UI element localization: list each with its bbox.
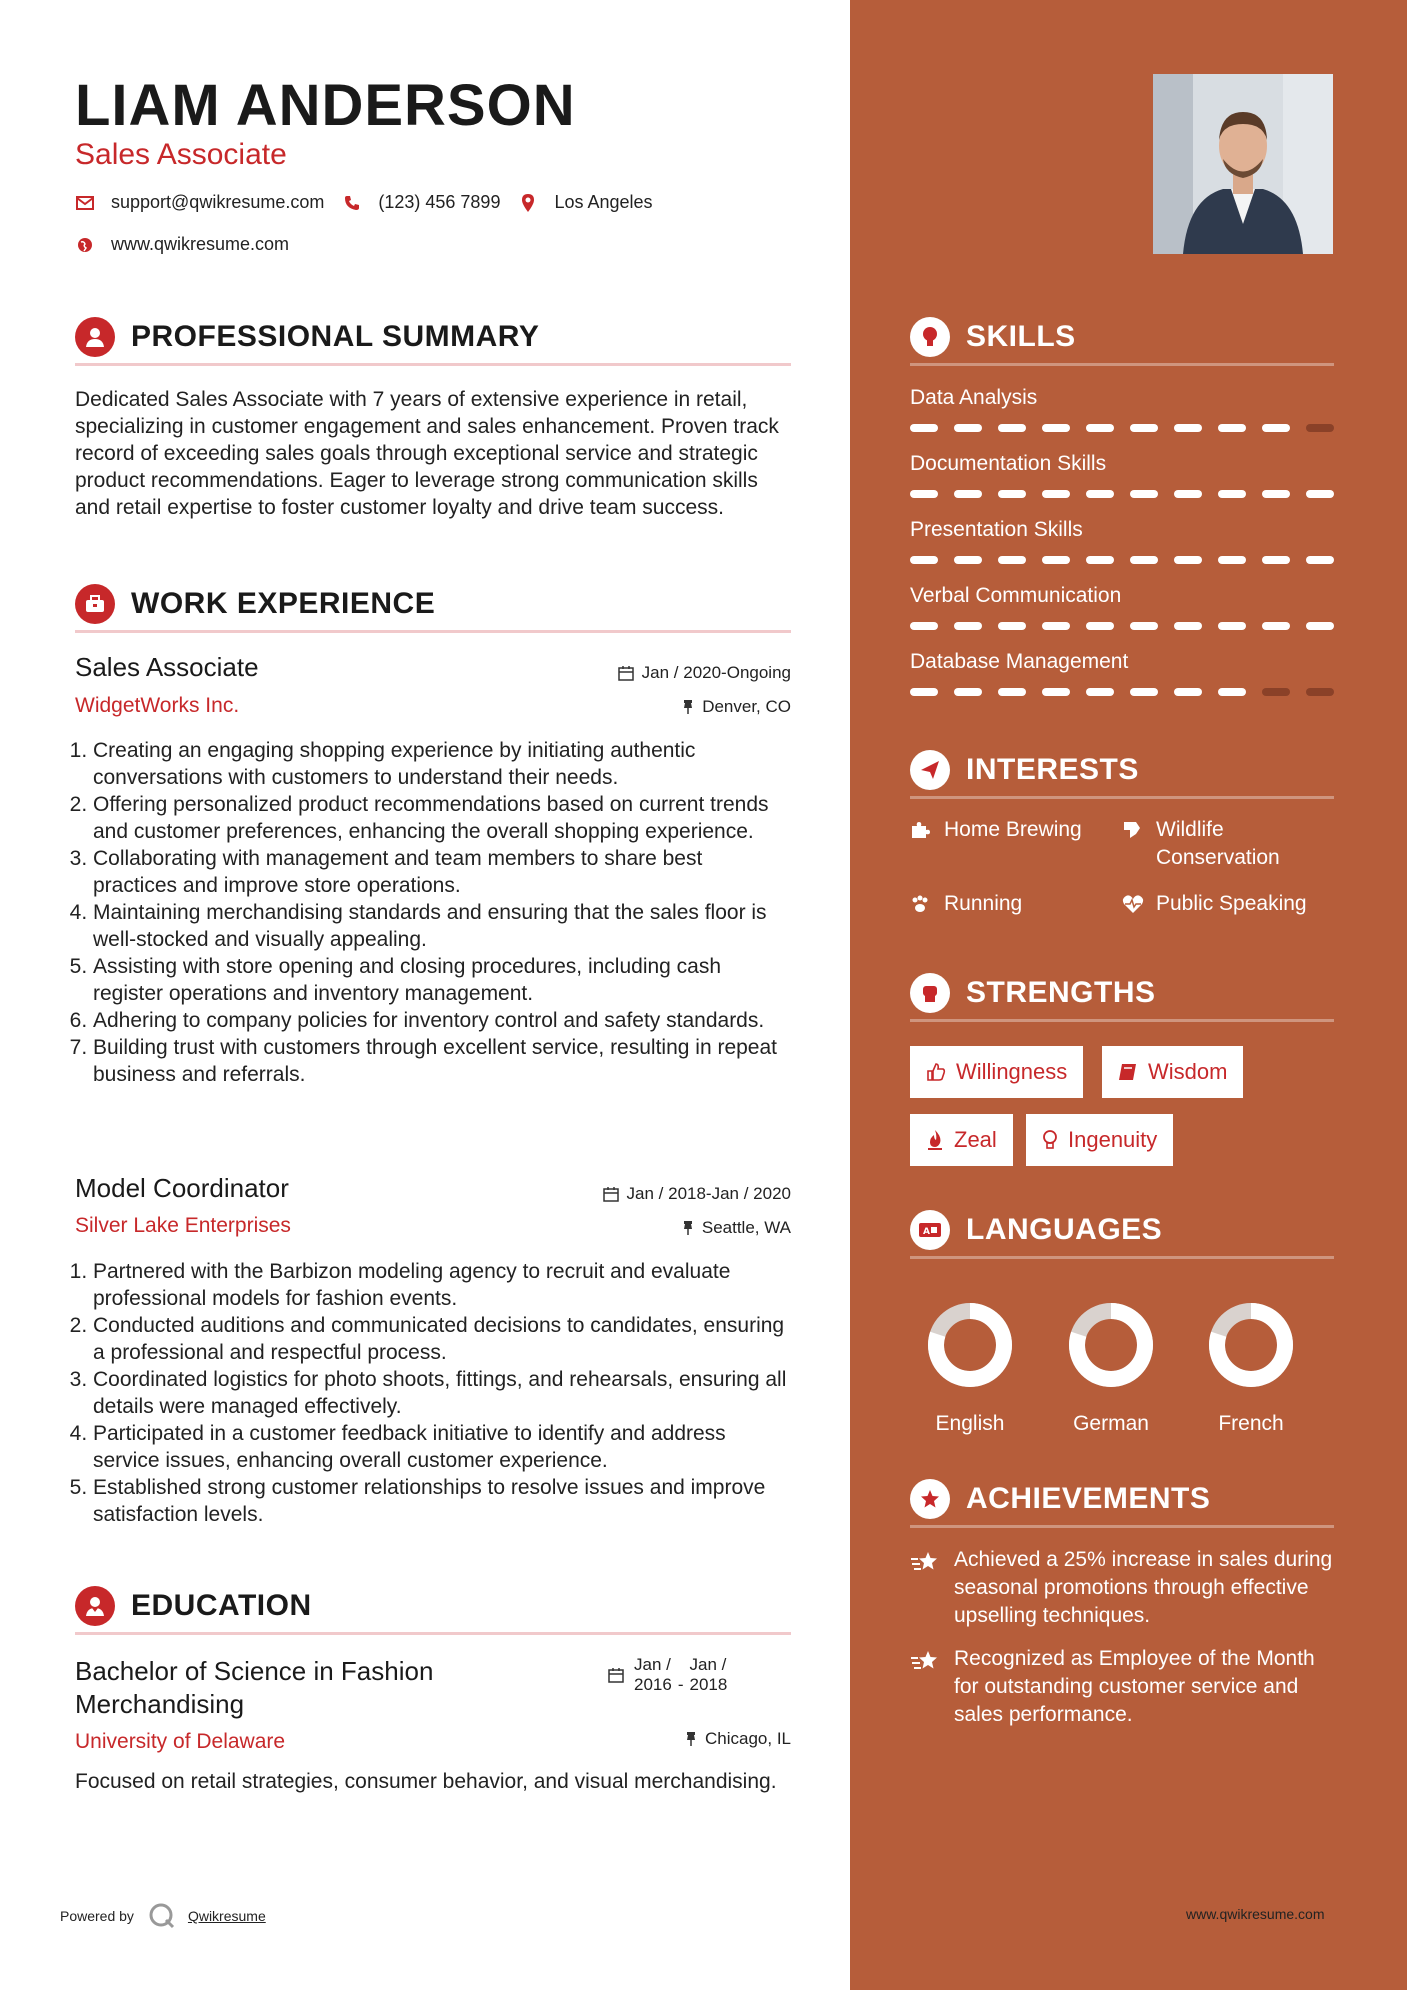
skill-level-segment: [1174, 622, 1202, 630]
skill-label: Documentation Skills: [910, 452, 1107, 475]
portrait-image: [1153, 74, 1333, 254]
skill-level-bar: [910, 688, 1350, 696]
summary-title: PROFESSIONAL SUMMARY: [131, 319, 540, 353]
skill-level-segment: [910, 688, 938, 696]
list-item: 2. Offering personalized product recommendations based on current trends and customer preferences, enhancing the overall shopping experience.: [93, 791, 792, 845]
skill-level-segment: [1262, 556, 1290, 564]
degree-line-2: Merchandising: [75, 1689, 245, 1719]
job-location-2: [682, 1218, 791, 1238]
skill-level-bar: [910, 424, 1350, 432]
interest-running: [910, 890, 1022, 918]
lightbulb-icon: [1042, 1129, 1058, 1151]
school-name: University of Delaware: [75, 1730, 286, 1753]
thumbs-up-icon: [926, 1062, 946, 1082]
list-item: 4. Maintaining merchandising standards and ensuring that the sales floor is well-stocked and visually appealing.: [93, 899, 792, 953]
skill-level-segment: [1174, 688, 1202, 696]
skill-level-segment: [1306, 556, 1334, 564]
interest-label: Home Brewing: [944, 818, 1082, 841]
languages-title: LANGUAGES: [966, 1212, 1163, 1246]
edu-start-month: Jan /: [634, 1655, 671, 1674]
svg-text:A: A: [923, 1226, 930, 1237]
job-title-1: Sales Associate: [75, 652, 259, 682]
language-donut: [920, 1295, 1020, 1395]
pin-icon: [685, 1731, 697, 1747]
experience-header: [75, 577, 791, 633]
contact-row: [75, 192, 671, 213]
skill-label: Presentation Skills: [910, 518, 1083, 541]
candidate-name: LIAM ANDERSON: [75, 73, 576, 138]
paper-plane-icon: [910, 750, 950, 790]
skill-level-segment: [1042, 688, 1070, 696]
contact-email[interactable]: [75, 192, 324, 213]
experience-title: WORK EXPERIENCE: [131, 586, 436, 620]
language-item: [1201, 1295, 1301, 1436]
skill-label: Verbal Communication: [910, 584, 1122, 607]
interest-wildlife-conservation: [1122, 816, 1280, 872]
skills-title: SKILLS: [966, 319, 1076, 353]
skill-level-segment: [1306, 490, 1334, 498]
email-text: support@qwikresume.com: [111, 192, 325, 212]
strength-label: Ingenuity: [1068, 1127, 1158, 1152]
skill-level-segment: [1262, 490, 1290, 498]
pin-icon: [682, 699, 694, 715]
shooting-star-icon: [910, 1645, 940, 1729]
interest-label-line-1: Wildlife: [1156, 818, 1224, 841]
strength-label: Wisdom: [1148, 1059, 1228, 1084]
skill-level-segment: [998, 622, 1026, 630]
interests-header: [910, 743, 1334, 799]
job-dates-text-1: Jan / 2020-Ongoing: [641, 663, 791, 682]
paw-icon: [910, 890, 932, 914]
language-donut: [1061, 1295, 1161, 1395]
list-item: 3. Coordinated logistics for photo shoots, fittings, and rehearsals, ensuring all details were managed effectively.: [93, 1366, 792, 1420]
contact-website[interactable]: [75, 234, 289, 255]
job-bullets-2: [70, 1258, 792, 1528]
list-item: 3. Collaborating with management and team members to share best practices and improve store operations.: [93, 845, 792, 899]
education-dates: [608, 1655, 727, 1695]
languages-header: [910, 1203, 1334, 1259]
skill-level-segment: [1042, 490, 1070, 498]
fist-icon: [910, 973, 950, 1013]
edu-end-year: 2018: [689, 1675, 728, 1694]
achievement-item: [910, 1546, 1340, 1630]
envelope-icon: [75, 193, 95, 213]
interest-label: Public Speaking: [1156, 892, 1307, 915]
skill-level-segment: [1130, 424, 1158, 432]
contact-phone[interactable]: [342, 192, 500, 213]
powered-by-text: Powered by: [60, 1908, 134, 1924]
skill-level-segment: [1130, 556, 1158, 564]
skill-level-segment: [1174, 424, 1202, 432]
star-badge-icon: [910, 1479, 950, 1519]
summary-header: [75, 310, 791, 366]
skill-level-bar: [910, 622, 1350, 630]
list-item: 2. Conducted auditions and communicated decisions to candidates, ensuring a professional and respectful process.: [93, 1312, 792, 1366]
skill-level-segment: [954, 622, 982, 630]
list-item: 1. Creating an engaging shopping experience by initiating authentic conversations with customers to understand their needs.: [93, 737, 792, 791]
qwikresume-logo-icon: [148, 1902, 176, 1930]
skill-level-segment: [1042, 622, 1070, 630]
skill-level-segment: [1130, 622, 1158, 630]
candidate-role: Sales Associate: [75, 138, 287, 171]
skill-level-segment: [1218, 622, 1246, 630]
list-item: 6. Adhering to company policies for inventory control and safety standards.: [93, 1007, 792, 1034]
pin-icon: [682, 1220, 694, 1236]
skill-label: Database Management: [910, 650, 1129, 673]
lightbulb-icon: [910, 317, 950, 357]
language-label: English: [935, 1412, 1005, 1435]
skill-level-segment: [998, 688, 1026, 696]
skill-level-segment: [998, 490, 1026, 498]
summary-text: Dedicated Sales Associate with 7 years of extensive experience in retail, specializing in customer engagement and sales enhancement. Proven track record of exceeding sales goals through exceptional service and strategic product recommendations. Eager to leverage strong communication skills and retail expertise to foster customer loyalty and drive team success.: [75, 388, 779, 519]
brand-link[interactable]: Qwikresume: [187, 1908, 266, 1924]
strength-wisdom: [1102, 1046, 1243, 1098]
edu-start-year: 2016: [634, 1675, 672, 1694]
degree-title: [75, 1655, 433, 1721]
skill-level-segment: [910, 424, 938, 432]
interests-title: INTERESTS: [966, 752, 1139, 786]
language-donut: [1201, 1295, 1301, 1395]
interest-label: Running: [944, 892, 1023, 915]
education-location: [685, 1729, 791, 1749]
leaf-icon: [1122, 816, 1144, 840]
skill-level-segment: [1218, 556, 1246, 564]
calendar-icon: [603, 1186, 619, 1202]
education-location-text: Chicago, IL: [705, 1729, 791, 1748]
skill-level-segment: [1306, 688, 1334, 696]
footer-site[interactable]: www.qwikresume.com: [1186, 1906, 1325, 1922]
graduate-icon: [75, 1586, 115, 1626]
skill-level-segment: [1086, 424, 1114, 432]
skill-level-segment: [1262, 622, 1290, 630]
language-item: [920, 1295, 1020, 1436]
skill-level-segment: [998, 556, 1026, 564]
language-label: German: [1073, 1412, 1149, 1435]
job-dates-1: [618, 663, 791, 683]
skill-level-segment: [1218, 688, 1246, 696]
job-title-2: Model Coordinator: [75, 1173, 289, 1203]
job-location-text-1: Denver, CO: [702, 697, 791, 716]
job-location-text-2: Seattle, WA: [701, 1218, 791, 1237]
profile-photo: [1153, 74, 1333, 254]
strength-ingenuity: [1026, 1114, 1173, 1166]
edu-end: [690, 1655, 728, 1695]
skill-level-segment: [910, 556, 938, 564]
calendar-icon: [618, 665, 634, 681]
skill-level-segment: [1086, 688, 1114, 696]
calendar-icon: [608, 1667, 624, 1683]
achievement-text: Recognized as Employee of the Month for outstanding customer service and sales performance.: [954, 1647, 1315, 1726]
interest-home-brewing: [910, 816, 1082, 844]
interest-label: [1156, 816, 1280, 872]
skill-level-segment: [954, 688, 982, 696]
strengths-header: [910, 966, 1334, 1022]
skill-level-segment: [1042, 424, 1070, 432]
skill-level-segment: [954, 424, 982, 432]
skill-level-segment: [1086, 490, 1114, 498]
list-item: 5. Assisting with store opening and closing procedures, including cash register operations and inventory management.: [93, 953, 792, 1007]
interest-label-line-2: Conservation: [1156, 846, 1280, 869]
skills-header: [910, 310, 1334, 366]
skill-level-segment: [1174, 490, 1202, 498]
skill-level-bar: [910, 556, 1350, 564]
heartbeat-icon: [1122, 890, 1144, 914]
user-icon: [75, 317, 115, 357]
education-header: [75, 1579, 791, 1635]
skill-level-segment: [1086, 622, 1114, 630]
map-pin-icon: [518, 193, 538, 213]
fire-icon: [926, 1129, 944, 1151]
phone-icon: [342, 193, 362, 213]
skill-level-segment: [1174, 556, 1202, 564]
skill-level-segment: [1218, 424, 1246, 432]
skill-level-segment: [910, 490, 938, 498]
skill-level-segment: [1262, 688, 1290, 696]
location-text: Los Angeles: [554, 192, 653, 212]
interest-public-speaking: [1122, 890, 1307, 918]
language-item: [1061, 1295, 1161, 1436]
skill-level-segment: [954, 556, 982, 564]
education-description: Focused on retail strategies, consumer behavior, and visual merchandising.: [75, 1770, 777, 1793]
briefcase-icon: [75, 584, 115, 624]
contact-location: [518, 192, 652, 213]
strength-zeal: [910, 1114, 1013, 1166]
achievements-title: ACHIEVEMENTS: [966, 1481, 1211, 1515]
shooting-star-icon: [910, 1546, 940, 1630]
strength-label: Willingness: [956, 1059, 1068, 1084]
strengths-title: STRENGTHS: [966, 975, 1156, 1009]
footer-powered: [60, 1902, 266, 1930]
degree-line-1: Bachelor of Science in Fashion: [75, 1656, 434, 1686]
edu-start: [634, 1655, 672, 1695]
website-text: www.qwikresume.com: [111, 234, 290, 254]
skill-level-segment: [1306, 622, 1334, 630]
list-item: 1. Partnered with the Barbizon modeling agency to recruit and evaluate professional models for fashion events.: [93, 1258, 792, 1312]
language-icon: [910, 1210, 950, 1250]
edu-date-separator: -: [677, 1675, 684, 1694]
skill-label: Data Analysis: [910, 386, 1038, 409]
job-company-1: WidgetWorks Inc.: [75, 694, 240, 717]
book-icon: [1118, 1062, 1138, 1082]
job-bullets-1: [70, 737, 792, 1088]
puzzle-icon: [910, 816, 932, 840]
globe-icon: [75, 235, 95, 255]
job-company-2: Silver Lake Enterprises: [75, 1214, 291, 1237]
job-dates-2: [603, 1184, 791, 1204]
skill-level-segment: [998, 424, 1026, 432]
skill-level-segment: [1262, 424, 1290, 432]
skill-level-segment: [1306, 424, 1334, 432]
phone-text: (123) 456 7899: [378, 192, 501, 212]
skill-level-segment: [1130, 490, 1158, 498]
education-title: EDUCATION: [131, 1588, 312, 1622]
skill-level-segment: [954, 490, 982, 498]
skill-level-segment: [1042, 556, 1070, 564]
achievement-text: Achieved a 25% increase in sales during seasonal promotions through effective upselling techniques.: [954, 1548, 1333, 1627]
job-dates-text-2: Jan / 2018-Jan / 2020: [626, 1184, 791, 1203]
list-item: 4. Participated in a customer feedback initiative to identify and address service issues, enhancing overall customer experience.: [93, 1420, 792, 1474]
achievements-header: [910, 1472, 1334, 1528]
skill-level-bar: [910, 490, 1350, 498]
list-item: 7. Building trust with customers through excellent service, resulting in repeat business and referrals.: [93, 1034, 792, 1088]
job-location-1: [682, 697, 791, 717]
strength-label: Zeal: [954, 1127, 997, 1152]
skill-level-segment: [910, 622, 938, 630]
list-item: 5. Established strong customer relationships to resolve issues and improve satisfaction levels.: [93, 1474, 792, 1528]
edu-end-month: Jan /: [689, 1655, 727, 1674]
achievement-item: [910, 1645, 1340, 1729]
skill-level-segment: [1086, 556, 1114, 564]
skill-level-segment: [1130, 688, 1158, 696]
skill-level-segment: [1218, 490, 1246, 498]
language-label: French: [1218, 1412, 1284, 1435]
strength-willingness: [910, 1046, 1083, 1098]
